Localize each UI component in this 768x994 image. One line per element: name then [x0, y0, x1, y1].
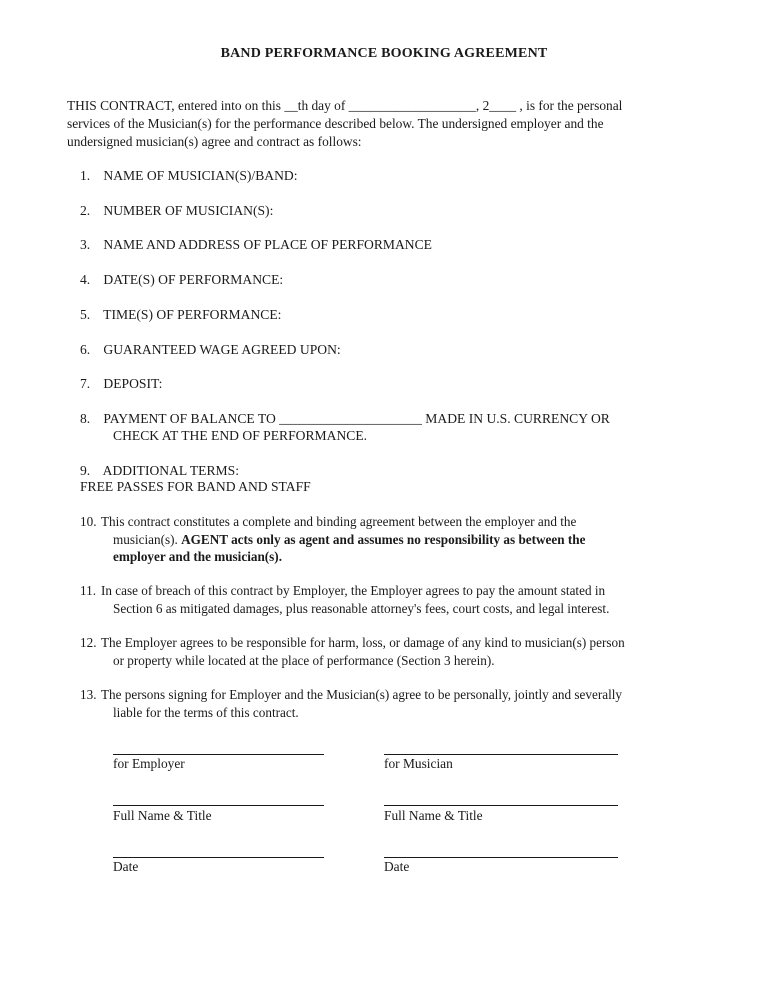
clause-text: liable for the terms of this contract.	[113, 704, 299, 720]
musician-name-title-line[interactable]	[384, 805, 618, 806]
clause-text: NUMBER OF MUSICIAN(S):	[103, 203, 274, 218]
clause-5	[80, 306, 281, 323]
clause-4	[80, 271, 283, 288]
clause-number: 11.	[80, 583, 96, 598]
clause-8	[80, 410, 610, 444]
employer-name-title-label: Full Name & Title	[113, 808, 212, 823]
clause-text: NAME OF MUSICIAN(S)/BAND:	[103, 168, 298, 183]
clause-10	[80, 513, 720, 566]
clause-number: 1.	[80, 168, 91, 183]
clause-text: TIME(S) OF PERFORMANCE:	[103, 307, 282, 322]
employer-signature-line[interactable]	[113, 754, 324, 755]
musician-signature-line[interactable]	[384, 754, 618, 755]
clause-number: 10.	[80, 514, 97, 529]
clause-number: 9.	[80, 463, 91, 478]
clause-1	[80, 167, 298, 184]
agent-disclaimer: AGENT acts only as agent and assumes no responsibility as between the	[181, 531, 586, 547]
musician-signature-label: for Musician	[384, 756, 453, 771]
clause-text: Section 6 as mitigated damages, plus reasonable attorney's fees, court costs, and legal interest.	[113, 600, 610, 616]
agent-disclaimer: employer and the musician(s).	[113, 549, 282, 564]
document-title: BAND PERFORMANCE BOOKING AGREEMENT	[220, 46, 548, 61]
employer-date-line[interactable]	[113, 857, 324, 858]
clause-text: The persons signing for Employer and the Musician(s) agree to be personally, jointly and severally	[101, 687, 623, 702]
musician-date-label: Date	[384, 859, 410, 874]
clause-text: GUARANTEED WAGE AGREED UPON:	[103, 342, 341, 357]
clause-text: or property while located at the place of performance (Section 3 herein).	[113, 652, 495, 668]
clause-number: 7.	[80, 376, 91, 391]
clause-number: 3.	[80, 237, 91, 252]
employer-date-label: Date	[113, 859, 139, 874]
clause-text: PAYMENT OF BALANCE TO _____________________ MADE IN U.S. CURRENCY OR	[103, 411, 610, 426]
clause-number: 2.	[80, 203, 91, 218]
intro-line: undersigned musician(s) agree and contract as follows:	[67, 134, 362, 149]
clause-text: ADDITIONAL TERMS:	[102, 463, 239, 478]
clause-2	[80, 202, 273, 219]
clause-text: In case of breach of this contract by Employer, the Employer agrees to pay the amount stated in	[101, 583, 606, 598]
clause-text: The Employer agrees to be responsible for harm, loss, or damage of any kind to musician(s) person	[101, 635, 625, 650]
clause-number: 5.	[80, 307, 91, 322]
additional-terms-value: FREE PASSES FOR BAND AND STAFF	[80, 479, 311, 494]
clause-number: 13.	[80, 687, 97, 702]
intro-line: THIS CONTRACT, entered into on this __th day of ___________________, 2____ , is for the personal	[67, 98, 623, 113]
clause-3	[80, 236, 432, 253]
clause-number: 4.	[80, 272, 91, 287]
clause-text: DEPOSIT:	[103, 376, 163, 391]
clause-7	[80, 375, 162, 392]
clause-11	[80, 582, 720, 617]
intro-line: services of the Musician(s) for the performance described below. The undersigned employer and the	[67, 116, 604, 131]
clause-text: DATE(S) OF PERFORMANCE:	[103, 272, 284, 287]
intro-paragraph	[67, 97, 717, 151]
employer-name-title-line[interactable]	[113, 805, 324, 806]
employer-signature-label: for Employer	[113, 756, 185, 771]
clause-text: This contract constitutes a complete and binding agreement between the employer and the	[101, 514, 577, 529]
clause-13	[80, 686, 720, 721]
musician-name-title-label: Full Name & Title	[384, 808, 483, 823]
clause-12	[80, 634, 720, 669]
clause-continuation: CHECK AT THE END OF PERFORMANCE.	[113, 428, 368, 443]
clause-text: NAME AND ADDRESS OF PLACE OF PERFORMANCE	[103, 237, 432, 252]
clause-6	[80, 341, 341, 358]
clause-number: 12.	[80, 635, 97, 650]
clause-text: musician(s).	[113, 531, 182, 547]
musician-date-line[interactable]	[384, 857, 618, 858]
clause-9	[80, 462, 239, 479]
clause-number: 8.	[80, 411, 91, 426]
clause-number: 6.	[80, 342, 91, 357]
